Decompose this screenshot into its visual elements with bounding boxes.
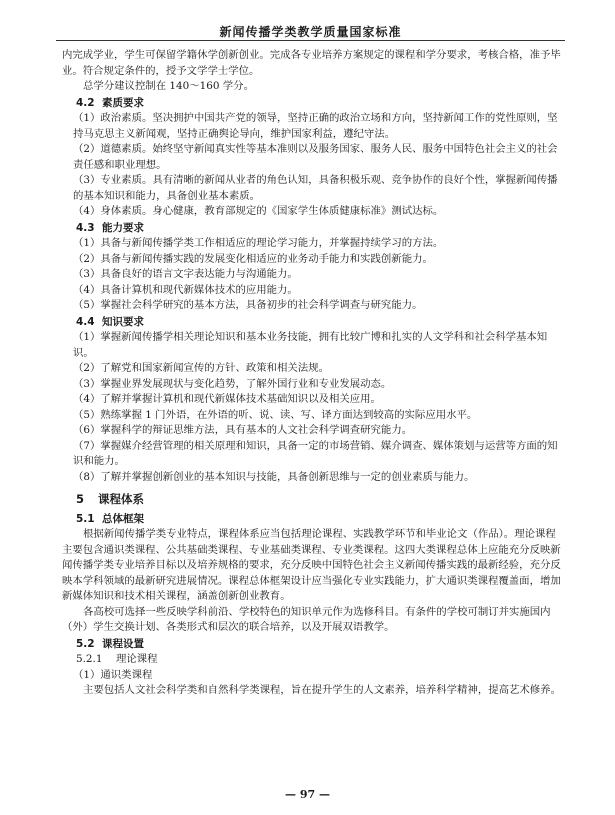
section-number: 4.4	[76, 315, 95, 328]
list-item: （4）了解并掌握计算机和现代新媒体技术基础知识以及相关应用。	[73, 393, 381, 405]
section-title: 知识要求	[102, 315, 144, 328]
section-heading	[62, 315, 565, 331]
list-item: （8）了解并掌握创新创业的基本知识与技能，具备创新思维与一定的创业素质与能力。	[73, 470, 475, 483]
section-number: 4.3	[76, 221, 95, 234]
list-item: （1）具备与新闻传播学类工作相适应的理论学习能力，并掌握持续学习的方法。	[73, 237, 444, 249]
section-title: 课程设置	[102, 637, 144, 650]
list-item: （3）专业素质。具有清晰的新闻从业者的角色认知，具备积极乐观、竞争协作的良好个性，掌握新闻传播的基本知识和能力，具备创业基本素质。	[73, 174, 558, 202]
chapter-number: 5	[76, 492, 85, 506]
list-item: （2）具备与新闻传播实践的发展变化相适应的业务动手能力和实践创新能力。	[73, 252, 433, 265]
list-item: （2）了解党和国家新闻宣传的方针、政策和相关法规。	[73, 362, 329, 374]
header-title: 新闻传播学类教学质量国家标准	[219, 25, 402, 39]
list-item: （4）身体素质。身心健康，教育部规定的《国家学生体质健康标准》测试达标。	[73, 205, 444, 217]
paragraph: 各高校可选择一些反映学科前沿、学校特色的知识单元作为选修科目。有条件的学校可制订并实施国内（外）学生交换计划、各类形式和层次的联合培养，以及开展双语教学。	[62, 605, 551, 633]
running-header	[56, 8, 565, 41]
section-title: 总体框架	[102, 512, 144, 525]
page-body	[62, 48, 565, 699]
section-title: 素质要求	[102, 96, 144, 109]
paragraph: 总学分建议控制在 140～160 学分。	[83, 80, 254, 92]
list-item: （1）政治素质。坚决拥护中国共产党的领导，坚持正确的政治立场和方向，坚持新闻工作的党性原则，坚持马克思主义新闻观，坚持正确舆论导向，维护国家利益，遵纪守法。	[73, 112, 558, 140]
page-number: — 97 —	[285, 788, 330, 801]
paragraph: 根据新闻传播学类专业特点，课程体系应当包括理论课程、实践教学环节和毕业论文（作品）。理论课程主要包含通识类课程、公共基础类课程、专业基础类课程、专业类课程。这四大类课程总体上应能充分反映新闻传播学类专业培养目标以及培养规格的要求，充分反映中国特色社会主义新闻传播实践的最新经验，充分反映本学科领域的最新研究进展情况。课程总体框架设计应当强化专业实践能力，扩大通识类课程覆盖面，增加新媒体知识和技术相关课程，涵盖创新创业教育。	[62, 528, 561, 602]
paragraph: 主要包括人文社会科学类和自然科学类课程，旨在提升学生的人文素养，培养科学精神，提高艺术修养。	[83, 684, 561, 696]
list-item: （7）掌握媒介经营管理的相关原理和知识，具备一定的市场营销、媒介调查、媒体策划与运营等方面的知识和能力。	[73, 439, 558, 467]
list-item: （3）具备良好的语言文字表达能力与沟通能力。	[73, 268, 298, 280]
section-number: 5.1	[76, 512, 95, 525]
list-item: （4）具备计算机和现代新媒体技术的应用能力。	[73, 283, 298, 296]
subsection-heading	[62, 652, 565, 668]
subsection-number: 5.2.1	[76, 653, 103, 665]
section-heading	[62, 637, 565, 653]
section-number: 5.2	[76, 637, 95, 650]
section-number: 4.2	[76, 96, 95, 109]
section-heading	[62, 512, 565, 528]
list-item: （1）掌握新闻传播学相关理论知识和基本业务技能，拥有比较广博和扎实的人文学科和社会科学基本知识。	[73, 331, 548, 359]
section-heading	[62, 221, 565, 237]
list-item: （5）熟练掌握 1 门外语，在外语的听、说、读、写、译方面达到较高的实际应用水平。	[73, 408, 478, 421]
list-item: （1）通识类课程	[73, 668, 153, 681]
paragraph: 内完成学业，学生可保留学籍休学创新创业。完成各专业培养方案规定的课程和学分要求，考核合格，准予毕业。符合规定条件的，授予文学学士学位。	[62, 49, 561, 77]
chapter-heading	[62, 492, 565, 508]
chapter-title: 课程体系	[98, 492, 144, 506]
list-item: （3）掌握业界发展现状与变化趋势，了解外国行业和专业发展动态。	[73, 377, 392, 390]
section-heading	[62, 96, 565, 112]
section-title: 能力要求	[102, 221, 144, 234]
list-item: （2）道德素质。始终坚守新闻真实性等基本准则以及服务国家、服务人民、服务中国特色社会主义的社会责任感和职业理想。	[73, 143, 558, 171]
subsection-title: 理论课程	[116, 653, 158, 665]
list-item: （5）掌握社会科学研究的基本方法，具备初步的社会科学调查与研究能力。	[73, 299, 423, 311]
list-item: （6）掌握科学的辩证思维方法，具有基本的人文社会科学调查研究能力。	[73, 424, 413, 436]
